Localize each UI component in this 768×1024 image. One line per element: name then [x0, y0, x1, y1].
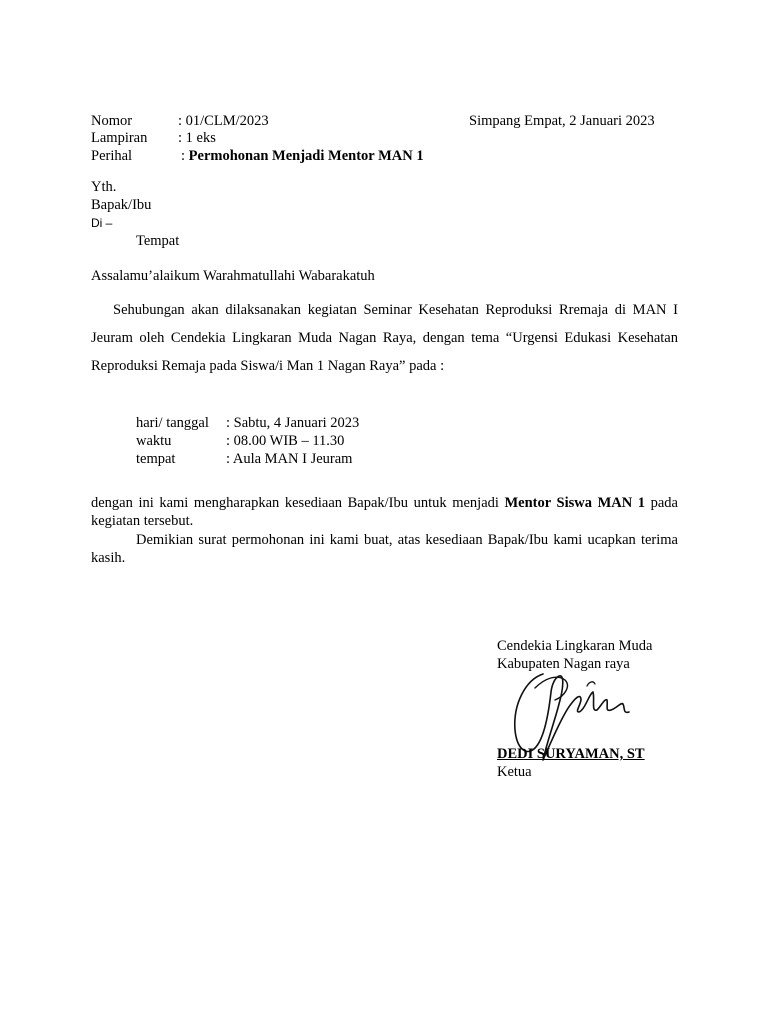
signatory-title: Ketua	[497, 764, 532, 780]
place-date: Simpang Empat, 2 Januari 2023	[469, 113, 655, 129]
paragraph-2-bold: Mentor Siswa MAN 1	[504, 495, 646, 511]
nomor-value: : 01/CLM/2023	[178, 113, 269, 129]
perihal-line	[181, 147, 424, 165]
recipient-name: Bapak/Ibu	[91, 197, 152, 213]
greeting: Assalamu’alaikum Warahmatullahi Wabarakatuh	[91, 268, 375, 284]
signatory-name: DEDI SURYAMAN, ST	[497, 746, 645, 762]
paragraph-3: Demikian surat permohonan ini kami buat, atas kesediaan Bapak/Ibu kami ucapkan terima kasih.	[91, 532, 678, 566]
nomor-label: Nomor	[91, 113, 133, 129]
detail-value-time: : 08.00 WIB – 11.30	[226, 433, 345, 449]
paragraph-2	[91, 494, 678, 530]
perihal-label: Perihal	[91, 148, 133, 164]
detail-label-time: waktu	[136, 433, 172, 449]
lampiran-value: : 1 eks	[178, 130, 216, 146]
perihal-colon: :	[181, 148, 189, 164]
recipient-di: Di –	[91, 216, 113, 230]
detail-label-date: hari/ tanggal	[136, 415, 209, 431]
recipient-yth: Yth.	[91, 179, 117, 195]
paragraph-2-start: dengan ini kami mengharapkan kesediaan Bapak/Ibu untuk menjadi	[91, 495, 505, 511]
paragraph-1: Sehubungan akan dilaksanakan kegiatan Seminar Kesehatan Reproduksi Rremaja di MAN I Jeuram oleh Cendekia Lingkaran Muda Nagan Raya, dengan tema “Urgensi Edukasi Kesehatan Reproduksi Remaja pada Siswa/i Man 1 Nagan Raya” pada :	[91, 302, 678, 374]
paragraph-2-end: pada kegiatan tersebut.	[91, 495, 678, 529]
signature-org-line1: Cendekia Lingkaran Muda	[497, 638, 653, 654]
detail-value-date: : Sabtu, 4 Januari 2023	[226, 415, 360, 431]
detail-label-place: tempat	[136, 451, 176, 467]
detail-value-place: : Aula MAN I Jeuram	[226, 451, 353, 467]
lampiran-label: Lampiran	[91, 130, 148, 146]
perihal-value: Permohonan Menjadi Mentor MAN 1	[188, 148, 424, 164]
signature-org-line2: Kabupaten Nagan raya	[497, 656, 630, 672]
recipient-tempat: Tempat	[136, 233, 180, 249]
